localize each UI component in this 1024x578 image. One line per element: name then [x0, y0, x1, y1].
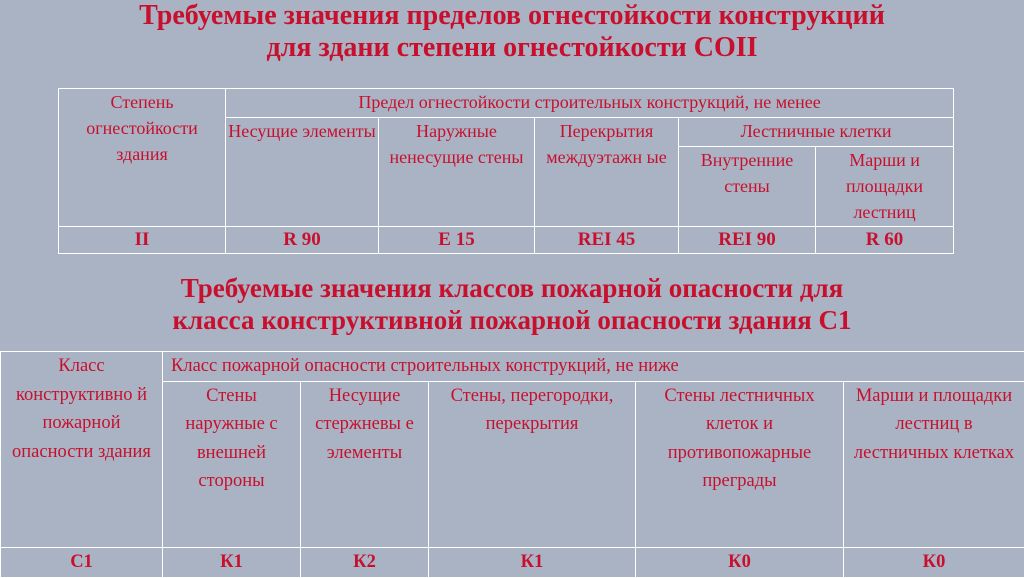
row-cell: R 60: [816, 227, 954, 254]
col-bearing-rods: Несущие стержневы е элементы: [301, 381, 429, 547]
row-cell: К1: [429, 547, 636, 577]
col-bearing: Несущие элементы: [226, 118, 379, 227]
col-walls-partitions: Стены, перегородки, перекрытия: [429, 381, 636, 547]
table-row: [59, 227, 954, 254]
row-cell: R 90: [226, 227, 379, 254]
row-cell: К2: [301, 547, 429, 577]
top-title-line1: Требуемые значения пределов огнестойкости конструкций: [0, 0, 1024, 32]
row-cell: К1: [163, 547, 301, 577]
bottom-title: [0, 272, 1024, 336]
row-cell: К0: [636, 547, 844, 577]
col-external-walls: Наружные ненесущие стены: [379, 118, 535, 227]
corner-cell: Степень огнестойкости здания: [59, 89, 226, 227]
table-row: [1, 547, 1024, 577]
stair-group-header: Лестничные клетки: [679, 118, 954, 147]
row-cell: REI 90: [679, 227, 816, 254]
row-cell: II: [59, 227, 226, 254]
top-title-line2: для здани степени огнестойкости СОII: [0, 32, 1024, 64]
corner-cell: Класс конструктивно й пожарной опасности здания: [1, 352, 163, 548]
col-marches: Марши и площадки лестниц: [816, 147, 954, 227]
group-header: Класс пожарной опасности строительных конструкций, не ниже: [163, 352, 1024, 382]
row-cell: С1: [1, 547, 163, 577]
fire-resistance-table: [58, 88, 954, 254]
col-stair-walls: Стены лестничных клеток и противопожарные преграды: [636, 381, 844, 547]
col-marches: Марши и площадки лестниц в лестничных клетках: [844, 381, 1024, 547]
col-external-walls: Стены наружные с внешней стороны: [163, 381, 301, 547]
bottom-title-line2: класса конструктивной пожарной опасности здания С1: [0, 304, 1024, 336]
group-header: Предел огнестойкости строительных конструкций, не менее: [226, 89, 954, 118]
col-floors: Перекрытия междуэтажн ые: [535, 118, 679, 227]
fire-hazard-class-table: [0, 351, 1024, 578]
row-cell: REI 45: [535, 227, 679, 254]
bottom-title-line1: Требуемые значения классов пожарной опасности для: [0, 272, 1024, 304]
top-title: [0, 0, 1024, 64]
row-cell: К0: [844, 547, 1024, 577]
col-inner-walls: Внутренние стены: [679, 147, 816, 227]
row-cell: E 15: [379, 227, 535, 254]
